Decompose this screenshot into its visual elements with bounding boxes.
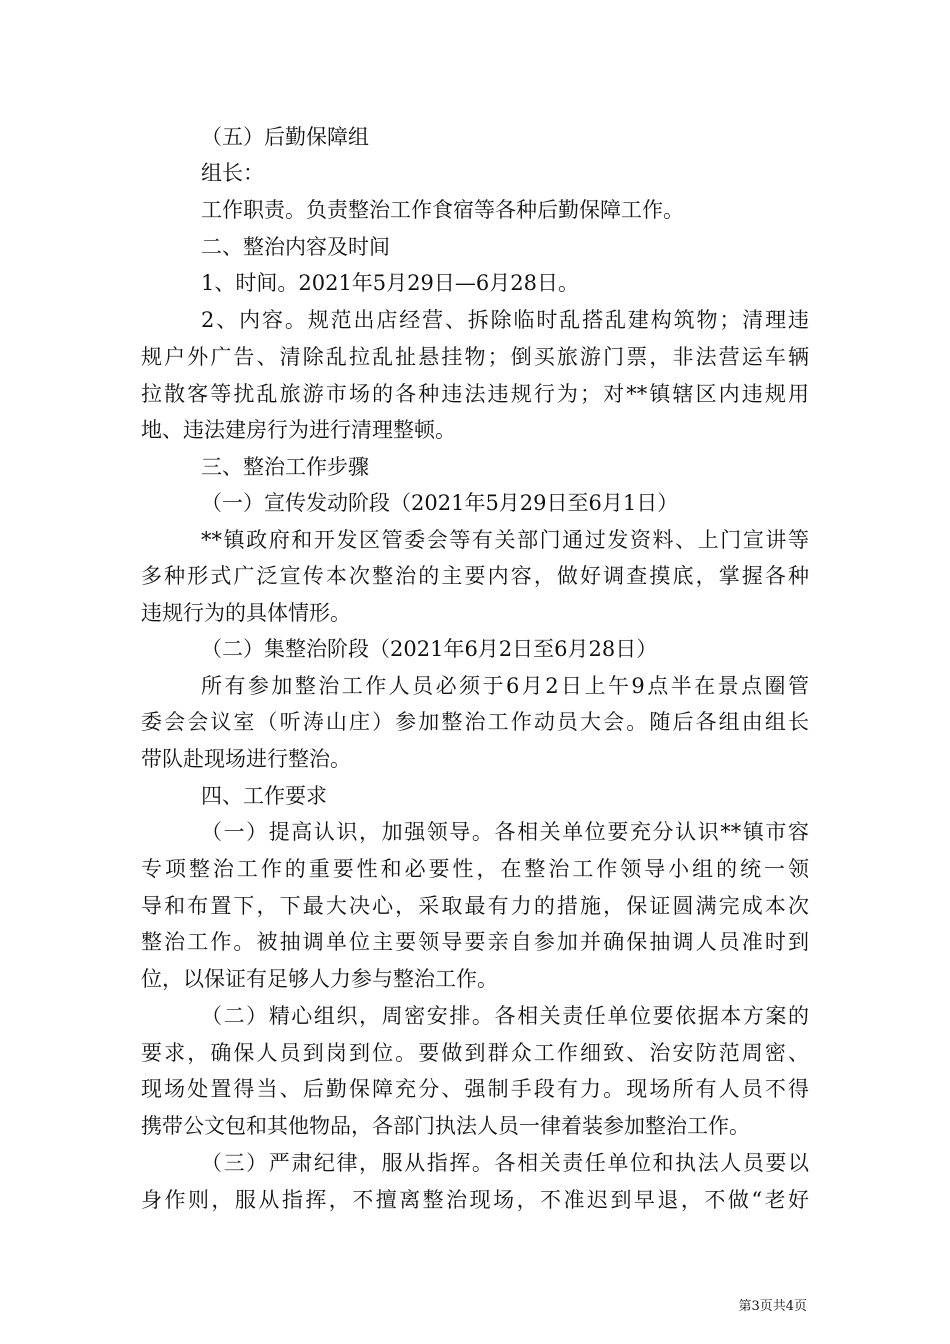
paragraph-line: （二）精心组织，周密安排。各相关责任单位要依据本方案的: [201, 1004, 809, 1028]
paragraph-line: 1、时间。2021年5月29日—6月28日。: [201, 271, 579, 295]
paragraph-line: 所有参加整治工作人员必须于6月2日上午9点半在景点圈管: [201, 674, 809, 698]
paragraph-line: 带队赴现场进行整治。: [141, 747, 351, 771]
paragraph-line: 专项整治工作的重要性和必要性，在整治工作领导小组的统一领: [141, 857, 809, 881]
subheading-rectification-stage: （二）集整治阶段（2021年6月2日至6月28日）: [201, 637, 658, 661]
subheading-publicity-stage: （一）宣传发动阶段（2021年5月29日至6月1日）: [201, 491, 679, 515]
paragraph-line: **镇政府和开发区管委会等有关部门通过发资料、上门宣讲等: [201, 528, 809, 552]
paragraph-line: 身作则，服从指挥，不擅离整治现场，不准迟到早退，不做“老好: [141, 1188, 809, 1212]
paragraph-line: 委会会议室（听涛山庄）参加整治工作动员大会。随后各组由组长: [141, 710, 809, 734]
group-leader-line: 组长：: [201, 161, 264, 185]
paragraph-line: 工作职责。负责整治工作食宿等各种后勤保障工作。: [201, 198, 684, 222]
paragraph-line: 位，以保证有足够人力参与整治工作。: [141, 967, 498, 991]
paragraph-line: 携带公文包和其他物品，各部门执法人员一律着装参加整治工作。: [141, 1114, 750, 1138]
paragraph-line: 现场处置得当、后勤保障充分、强制手段有力。现场所有人员不得: [141, 1077, 809, 1101]
paragraph-line: （一）提高认识，加强领导。各相关单位要充分认识**镇市容: [201, 820, 809, 844]
paragraph-line: 要求，确保人员到岗到位。要做到群众工作细致、治安防范周密、: [141, 1041, 809, 1065]
section-heading-content-time: 二、整治内容及时间: [201, 235, 390, 259]
paragraph-line: 违规行为的具体情形。: [141, 601, 351, 625]
paragraph-line: 整治工作。被抽调单位主要领导要亲自参加并确保抽调人员准时到: [141, 930, 809, 954]
section-heading-logistics: （五）后勤保障组: [201, 125, 369, 149]
paragraph-line: 规户外广告、清除乱拉乱扯悬挂物；倒买旅游门票，非法营运车辆: [141, 345, 809, 369]
paragraph-line: 拉散客等扰乱旅游市场的各种违法违规行为；对**镇辖区内违规用: [141, 382, 809, 406]
paragraph-line: 地、违法建房行为进行清理整顿。: [141, 418, 456, 442]
paragraph-line: 多种形式广泛宣传本次整治的主要内容，做好调查摸底，掌握各种: [141, 564, 809, 588]
section-heading-steps: 三、整治工作步骤: [201, 455, 369, 479]
section-heading-requirements: 四、工作要求: [201, 784, 327, 808]
page-number-footer: 第3页共4页: [738, 1299, 807, 1314]
paragraph-line: 导和布置下，下最大决心，采取最有力的措施，保证圆满完成本次: [141, 894, 809, 918]
paragraph-line: （三）严肃纪律，服从指挥。各相关责任单位和执法人员要以: [201, 1151, 809, 1175]
paragraph-line: 2、内容。规范出店经营、拆除临时乱搭乱建构筑物；清理违: [201, 308, 809, 332]
